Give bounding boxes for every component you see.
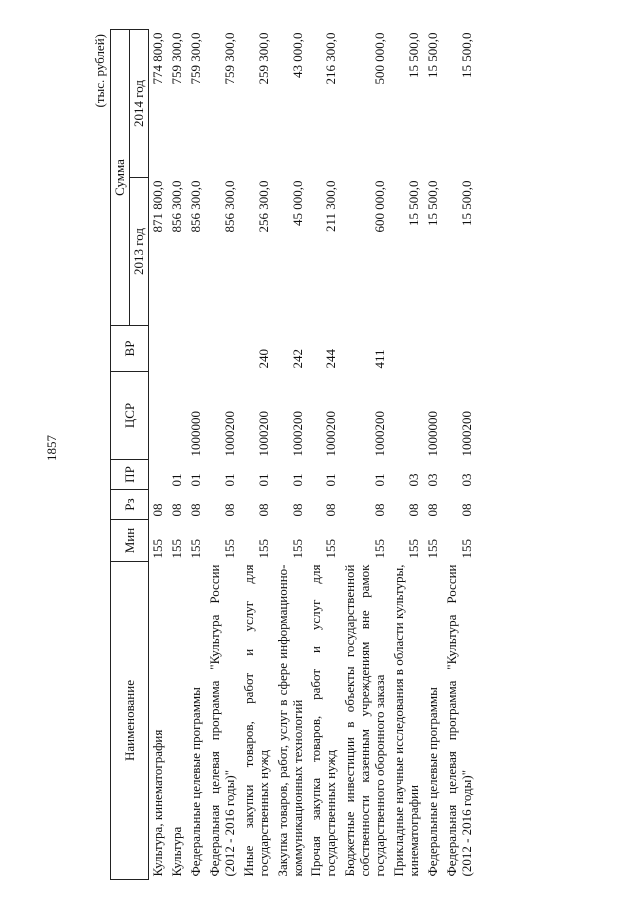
- cell-2013: 856 300,0: [168, 180, 184, 233]
- cell-min: 155: [425, 539, 440, 559]
- cell-name: Культура: [168, 826, 184, 877]
- cell-min: 155: [221, 539, 237, 559]
- cell-csr: 1000000: [425, 411, 440, 457]
- cell-pr: 01: [323, 473, 339, 487]
- cell-csr: 1000200: [255, 411, 271, 457]
- cell-min: 155: [372, 539, 388, 559]
- cell-vr: 240: [255, 349, 271, 369]
- header-sum: Сумма: [111, 30, 130, 326]
- cell-vr: 411: [372, 349, 388, 369]
- cell-vr: [390, 326, 424, 372]
- cell-2013: 211 300,0: [323, 180, 339, 233]
- cell-2014: 500 000,0: [372, 32, 388, 85]
- cell-pr: 01: [255, 473, 271, 487]
- table-row: [187, 30, 206, 880]
- cell-min: 155: [458, 539, 474, 559]
- cell-csr: 1000200: [323, 411, 339, 457]
- cell-rz: 08: [323, 503, 339, 517]
- cell-min: 155: [168, 539, 184, 559]
- header-vr: ВР: [111, 326, 149, 372]
- cell-csr: [390, 372, 424, 460]
- table-row: [168, 30, 187, 880]
- cell-vr: [187, 326, 206, 372]
- budget-table: [110, 29, 477, 880]
- cell-rz: 08: [425, 503, 440, 517]
- cell-pr: [149, 460, 168, 490]
- table-row: [341, 30, 390, 880]
- cell-2014: 15 500,0: [458, 32, 474, 78]
- cell-rz: 08: [372, 503, 388, 517]
- cell-vr: [443, 326, 477, 372]
- cell-name: Закупка товаров, работ, услуг в сфере информационно-коммуникационных технологий: [274, 564, 305, 877]
- cell-pr: 01: [372, 473, 388, 487]
- cell-pr: 03: [458, 473, 474, 487]
- header-2014: 2014 год: [130, 30, 149, 178]
- cell-csr: 1000200: [372, 411, 388, 457]
- cell-2014: 15 500,0: [425, 32, 440, 78]
- cell-csr: 1000200: [221, 411, 237, 457]
- cell-vr: [206, 326, 240, 372]
- units-note: (тыс. рублей): [92, 34, 107, 108]
- table-row: [424, 30, 443, 880]
- cell-2014: 759 300,0: [168, 32, 184, 85]
- table-row: [307, 30, 341, 880]
- cell-2013: 856 300,0: [187, 180, 203, 233]
- cell-2013: 45 000,0: [289, 180, 305, 226]
- cell-vr: [424, 326, 443, 372]
- cell-rz: 08: [406, 503, 422, 517]
- cell-2014: 216 300,0: [323, 32, 339, 85]
- cell-rz: 08: [458, 503, 474, 517]
- cell-2013: 600 000,0: [372, 180, 388, 233]
- cell-name: Прочая закупка товаров, работ и услуг для государственных нужд: [308, 564, 339, 877]
- cell-name: Прикладные научные исследования в области культуры, кинематографии: [391, 564, 422, 877]
- header-name: Наименование: [111, 562, 149, 880]
- rotated-table-sheet: [88, 30, 518, 880]
- cell-min: 155: [187, 539, 203, 559]
- cell-pr: 03: [406, 473, 422, 487]
- table-row: [206, 30, 240, 880]
- cell-min: 155: [406, 539, 422, 559]
- cell-pr: 01: [187, 473, 203, 487]
- cell-pr: 01: [289, 473, 305, 487]
- cell-csr: 1000200: [458, 411, 474, 457]
- cell-2014: 259 300,0: [255, 32, 271, 85]
- cell-name: Иные закупки товаров, работ и услуг для государственных нужд: [240, 564, 271, 877]
- cell-rz: 08: [168, 503, 184, 517]
- page-number: 1857: [44, 435, 59, 461]
- cell-2013: 15 500,0: [425, 180, 440, 226]
- cell-2013: 856 300,0: [221, 180, 237, 233]
- cell-pr: 01: [168, 473, 184, 487]
- cell-vr: [168, 326, 187, 372]
- cell-name: Культура, кинематография: [150, 729, 165, 877]
- cell-name: Бюджетные инвестиции в объекты государственной собственности казенным учреждениям вне рамок государственного оборонного заказа: [342, 564, 388, 877]
- cell-2014: 15 500,0: [406, 32, 422, 78]
- table-row: [274, 30, 308, 880]
- cell-name: Федеральные целевые программы: [187, 687, 203, 877]
- cell-csr: [149, 372, 168, 460]
- table-row: [240, 30, 274, 880]
- cell-2013: 871 800,0: [150, 180, 165, 233]
- cell-min: 155: [289, 539, 305, 559]
- cell-2014: 774 800,0: [150, 32, 165, 85]
- cell-rz: 08: [289, 503, 305, 517]
- cell-rz: 08: [187, 503, 203, 517]
- cell-rz: 08: [221, 503, 237, 517]
- cell-2014: 759 300,0: [187, 32, 203, 85]
- header-csr: ЦСР: [111, 372, 149, 460]
- cell-rz: 08: [150, 503, 165, 517]
- cell-2013: 256 300,0: [255, 180, 271, 233]
- cell-2013: 15 500,0: [458, 180, 474, 226]
- cell-vr: 242: [289, 349, 305, 369]
- table-row: [390, 30, 424, 880]
- cell-csr: [168, 372, 187, 460]
- cell-csr: 1000200: [289, 411, 305, 457]
- header-2013: 2013 год: [130, 178, 149, 326]
- header-rz: Рз: [111, 490, 149, 520]
- header-pr: ПР: [111, 460, 149, 490]
- cell-min: 155: [150, 539, 165, 559]
- header-min: Мин: [111, 520, 149, 562]
- cell-name: Федеральные целевые программы: [425, 687, 440, 877]
- cell-rz: 08: [255, 503, 271, 517]
- table-row: [443, 30, 477, 880]
- cell-min: 155: [323, 539, 339, 559]
- cell-name: Федеральная целевая программа "Культура России (2012 - 2016 годы)": [443, 564, 474, 877]
- cell-vr: 244: [323, 349, 339, 369]
- cell-csr: 1000000: [187, 411, 203, 457]
- cell-2013: 15 500,0: [406, 180, 422, 226]
- cell-name: Федеральная целевая программа "Культура России (2012 - 2016 годы)": [206, 564, 237, 877]
- cell-min: 155: [255, 539, 271, 559]
- table-row: [149, 30, 168, 880]
- cell-2014: 43 000,0: [289, 32, 305, 78]
- cell-vr: [149, 326, 168, 372]
- cell-pr: 03: [425, 473, 440, 487]
- cell-pr: 01: [221, 473, 237, 487]
- cell-2014: 759 300,0: [221, 32, 237, 85]
